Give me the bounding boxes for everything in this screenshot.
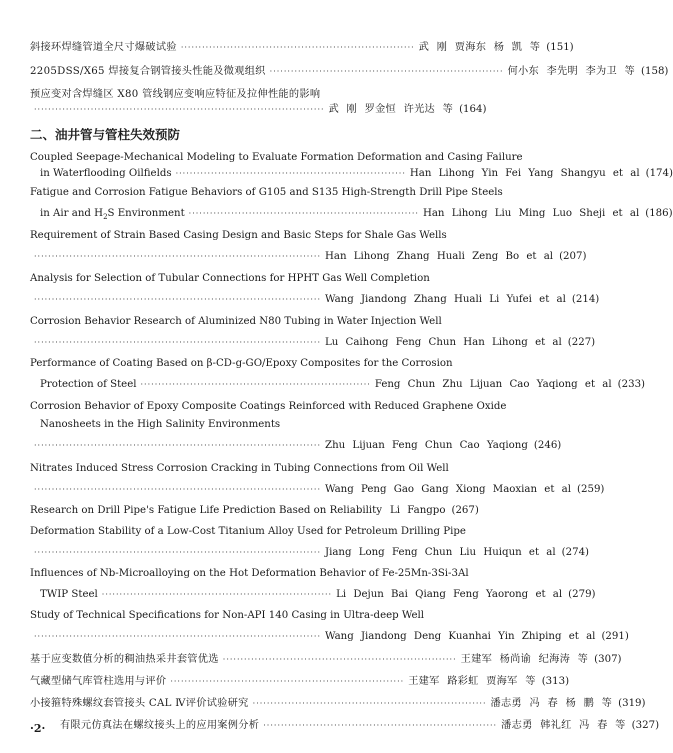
toc-entry — [30, 439, 562, 453]
leader-dots: ················································································· — [34, 548, 321, 557]
toc-entry — [30, 293, 600, 307]
toc-entry — [30, 88, 478, 102]
toc-entry — [30, 357, 478, 371]
toc-entry — [30, 103, 487, 117]
entry-page: (274) — [561, 547, 590, 558]
entry-page: (259) — [577, 484, 605, 495]
entry-title: Analysis for Selection of Tubular Connections for HPHT Gas Well Completion — [30, 273, 430, 284]
entry-page: (307) — [594, 654, 622, 665]
entry-page: (279) — [568, 589, 596, 600]
entry-authors: 武 刚 罗金恒 许光达 等 — [328, 104, 454, 115]
entry-title: Corrosion Behavior of Epoxy Composite Coatings Reinforced with Reduced Graphene Oxide — [30, 401, 507, 412]
entry-authors: 潘志勇 冯 春 杨 鹏 等 — [490, 698, 613, 709]
entry-authors: 王建军 路彩虹 贾海军 等 — [408, 676, 536, 687]
leader-dots: ·································································· — [170, 677, 405, 686]
entry-authors: Han Lihong Zhang Huali Zeng Bo et al — [324, 251, 554, 262]
toc-entry — [30, 41, 574, 55]
toc-entry — [30, 462, 478, 476]
toc-entry — [30, 653, 622, 667]
entry-authors: Li Dejun Bai Qiang Feng Yaorong et al — [336, 589, 563, 600]
toc-entry — [30, 546, 590, 560]
entry-title: 有限元仿真法在螺纹接头上的应用案例分析 — [60, 720, 260, 731]
entry-authors: Feng Chun Zhu Lijuan Cao Yaqiong et al — [374, 379, 612, 390]
entry-authors: 何小东 李先明 李为卫 等 — [507, 66, 636, 77]
leader-dots: ·················································································· — [34, 105, 325, 114]
entry-title: Protection of Steel — [40, 379, 137, 390]
entry-title: Corrosion Behavior Research of Aluminized N80 Tubing in Water Injection Well — [30, 316, 442, 327]
leader-dots: ·································································· — [252, 699, 487, 708]
entry-title: in Air and $H_2S$ Environment — [40, 208, 185, 222]
entry-title: TWIP Steel — [40, 589, 98, 600]
entry-authors: Lu Caihong Feng Chun Han Lihong et al — [324, 337, 562, 348]
toc-entry — [30, 336, 596, 350]
entry-page: (233) — [617, 379, 646, 390]
toc-entry — [30, 525, 478, 539]
leader-dots: ················································································· — [34, 338, 321, 347]
toc-entry — [30, 400, 507, 414]
entry-title: Influences of Nb-Microalloying on the Hot Deformation Behavior of Fe-25Mn-3Si-3Al — [30, 568, 469, 579]
entry-title: Study of Technical Specifications for Non-API 140 Casing in Ultra-deep Well — [30, 610, 425, 621]
toc-entry — [30, 697, 646, 711]
toc-entry — [30, 229, 478, 243]
toc-entry — [30, 272, 478, 286]
leader-dots: ·································································· — [180, 43, 415, 52]
entry-title: Coupled Seepage-Mechanical Modeling to Evaluate Formation Deformation and Casing Failure — [30, 152, 523, 163]
leader-dots: ································································· — [188, 209, 419, 218]
entry-page: (186) — [645, 208, 673, 219]
entry-page: (227) — [567, 337, 596, 348]
toc-entry — [30, 630, 629, 644]
toc-entry — [60, 719, 660, 733]
entry-authors: 潘志勇 韩礼红 冯 春 等 — [501, 720, 626, 731]
toc-entry — [30, 483, 605, 497]
entry-title: Performance of Coating Based on β-CD-g-GO/Epoxy Composites for the Corrosion — [30, 358, 453, 369]
toc-entry — [40, 378, 646, 392]
entry-authors: 武 刚 贾海东 杨 凯 等 — [418, 42, 541, 53]
toc-entry — [30, 315, 478, 329]
leader-dots: ·································································· — [269, 67, 504, 76]
toc-entry — [30, 609, 478, 623]
entry-authors: Wang Jiandong Zhang Huali Li Yufei et al — [324, 294, 566, 305]
entry-page: (214) — [571, 294, 600, 305]
entry-page: (151) — [546, 42, 574, 53]
leader-dots: ················································································· — [34, 441, 321, 450]
toc-entry — [30, 675, 570, 689]
entry-title: 预应变对含焊缝区 X80 管线钢应变响应特征及拉伸性能的影响 — [30, 89, 321, 100]
entry-page: (291) — [601, 631, 629, 642]
entry-page: (158) — [641, 66, 669, 77]
entry-authors: Jiang Long Feng Chun Liu Huiqun et al — [324, 547, 556, 558]
entry-authors: Han Lihong Yin Fei Yang Shangyu et al — [409, 168, 640, 179]
page-number: ·2· — [30, 722, 46, 735]
section-heading: 二、油井管与管柱失效预防 — [30, 127, 181, 142]
entry-authors: Wang Peng Gao Gang Xiong Maoxian et al — [324, 484, 571, 495]
leader-dots: ················································································· — [34, 632, 321, 641]
entry-title: 2205DSS/X65 焊接复合钢管接头性能及微观组织 — [30, 66, 266, 77]
entry-title: 基于应变数值分析的稠油热采井套管优选 — [30, 654, 219, 665]
entry-page: (207) — [559, 251, 587, 262]
entry-page: (327) — [631, 720, 660, 731]
leader-dots: ································································· — [140, 380, 371, 389]
toc-entry — [30, 250, 587, 264]
leader-dots: ················································································· — [34, 485, 321, 494]
entry-title: in Waterflooding Oilfields — [40, 168, 172, 179]
entry-title: 斜接环焊缝管道全尺寸爆破试验 — [30, 42, 177, 53]
toc-entry — [30, 186, 503, 200]
entry-page: (267) — [451, 505, 479, 516]
entry-authors: Wang Jiandong Deng Kuanhai Yin Zhiping et al — [324, 631, 596, 642]
entry-page: (313) — [541, 676, 570, 687]
leader-dots: ································································· — [175, 169, 406, 178]
leader-dots: ················································································· — [34, 295, 321, 304]
toc-entry — [40, 207, 673, 224]
entry-title: Research on Drill Pipe's Fatigue Life Prediction Based on Reliability — [30, 505, 383, 516]
toc-entry — [40, 167, 673, 181]
entry-title: Requirement of Strain Based Casing Design and Basic Steps for Shale Gas Wells — [30, 230, 447, 241]
entry-page: (174) — [645, 168, 673, 179]
toc-entry — [30, 65, 669, 79]
entry-title: Nanosheets in the High Salinity Environments — [40, 419, 281, 430]
entry-title: Fatigue and Corrosion Fatigue Behaviors of G105 and S135 High-Strength Drill Pipe Steels — [30, 187, 503, 198]
entry-title: Nitrates Induced Stress Corrosion Cracking in Tubing Connections from Oil Well — [30, 463, 449, 474]
toc-entry — [30, 504, 478, 518]
entry-page: (246) — [533, 440, 562, 451]
entry-page: (319) — [618, 698, 646, 709]
leader-dots: ·································································· — [263, 721, 498, 730]
entry-authors: 王建军 杨尚谕 纪海涛 等 — [460, 654, 589, 665]
entry-title: 小接箍特殊螺纹套管接头 CAL Ⅳ评价试验研究 — [30, 698, 249, 709]
toc-entry — [40, 588, 596, 602]
leader-dots: ································································· — [101, 590, 333, 599]
leader-dots: ················································································· — [34, 252, 321, 261]
entry-authors: Han Lihong Liu Ming Luo Sheji et al — [422, 208, 640, 219]
toc-entry — [30, 567, 478, 581]
toc-entry — [30, 151, 523, 165]
toc-entry — [40, 418, 478, 432]
entry-authors: Zhu Lijuan Feng Chun Cao Yaqiong — [324, 440, 528, 451]
leader-dots: ·································································· — [222, 655, 457, 664]
entry-page: (164) — [459, 104, 487, 115]
entry-title: Deformation Stability of a Low-Cost Titanium Alloy Used for Petroleum Drilling Pipe — [30, 526, 466, 537]
entry-title: 气藏型储气库管柱选用与评价 — [30, 676, 167, 687]
entry-authors: Li Fangpo — [390, 505, 446, 516]
